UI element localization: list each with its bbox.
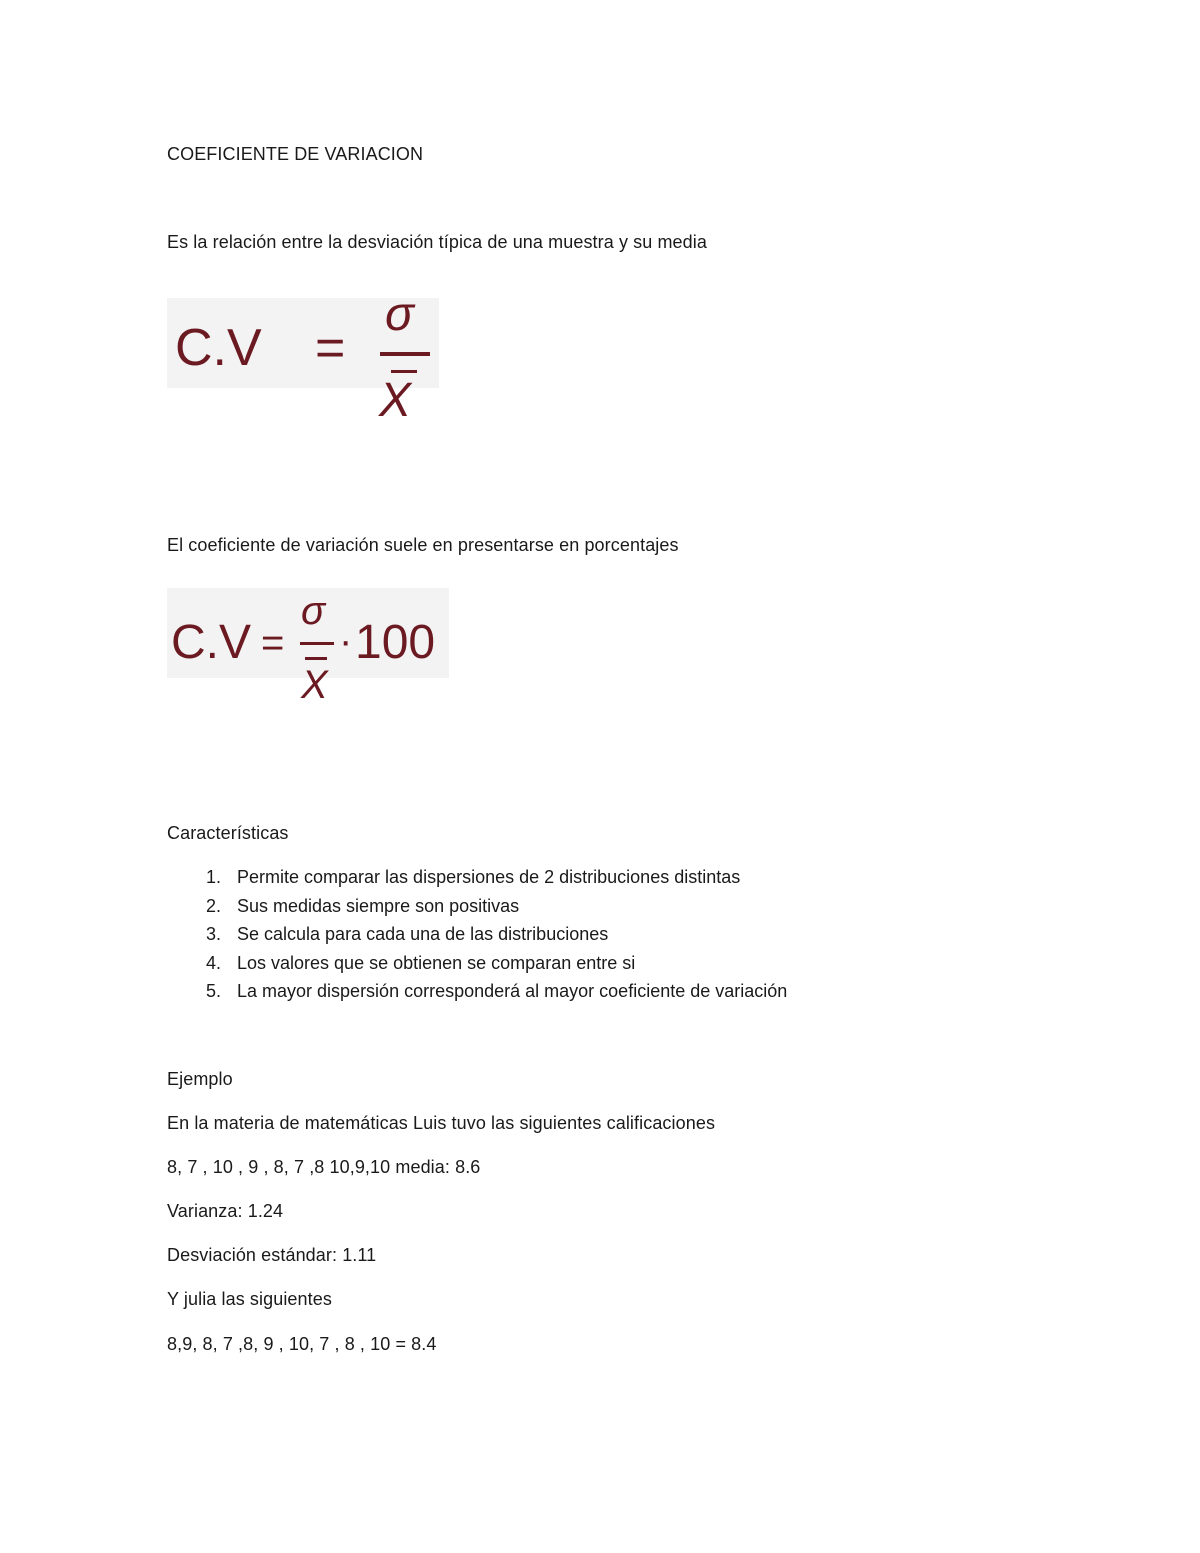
formula2-equals: = bbox=[261, 621, 285, 665]
list-item-number: 3. bbox=[205, 924, 221, 944]
formula-numerator-sigma: σ bbox=[385, 288, 414, 341]
list-item-text: Permite comparar las dispersiones de 2 distribuciones distintas bbox=[237, 867, 741, 887]
julia-intro-text: Y julia las siguientes bbox=[167, 1289, 332, 1309]
list-item-number: 1. bbox=[205, 867, 221, 887]
formula-mean-bar bbox=[391, 370, 417, 373]
formula2-dot: · bbox=[339, 619, 353, 663]
list-item-number: 2. bbox=[205, 895, 221, 916]
formula2-numerator-sigma: σ bbox=[301, 589, 326, 633]
features-heading: Características bbox=[167, 823, 289, 843]
formula-denominator-x: X bbox=[379, 374, 412, 420]
percent-note-text: El coeficiente de variación suele en presentarse en porcentajes bbox=[167, 535, 679, 555]
list-item-text: Los valores que se obtienen se comparan entre si bbox=[237, 952, 636, 973]
definition-text: Es la relación entre la desviación típica de una muestra y su media bbox=[167, 232, 707, 252]
formula2-mean-bar bbox=[305, 657, 327, 660]
example-heading: Ejemplo bbox=[167, 1069, 233, 1089]
formula-equals: = bbox=[315, 319, 346, 377]
list-item-number: 5. bbox=[205, 981, 221, 1001]
std-dev-text: Desviación estándar: 1.11 bbox=[167, 1245, 377, 1265]
formula2-lhs: C.V bbox=[171, 616, 252, 669]
list-item-text: Sus medidas siempre son positivas bbox=[237, 895, 520, 916]
list-item-text: Se calcula para cada una de las distribuciones bbox=[237, 924, 609, 944]
formula-cv-percent-svg bbox=[167, 580, 449, 708]
list-item-text: La mayor dispersión corresponderá al mayor coeficiente de variación bbox=[237, 981, 788, 1001]
formula2-fraction-bar bbox=[300, 642, 334, 645]
formula2-factor: 100 bbox=[355, 616, 436, 669]
document-title: COEFICIENTE DE VARIACION bbox=[167, 144, 424, 164]
formula-cv-image bbox=[167, 270, 439, 420]
luis-grades-text: 8, 7 , 10 , 9 , 8, 7 ,8 10,9,10 media: 8.6 bbox=[167, 1157, 481, 1177]
variance-text: Varianza: 1.24 bbox=[167, 1201, 284, 1221]
formula-cv-svg bbox=[167, 270, 439, 420]
formula-cv-percent-image bbox=[167, 580, 449, 708]
julia-grades-text: 8,9, 8, 7 ,8, 9 , 10, 7 , 8 , 10 = 8.4 bbox=[167, 1334, 437, 1354]
formula-lhs: C.V bbox=[175, 319, 262, 377]
formula-fraction-bar bbox=[380, 352, 430, 356]
example-intro-text: En la materia de matemáticas Luis tuvo las siguientes calificaciones bbox=[167, 1113, 716, 1133]
formula2-denominator-x: X bbox=[301, 663, 328, 707]
list-item-number: 4. bbox=[205, 952, 221, 973]
